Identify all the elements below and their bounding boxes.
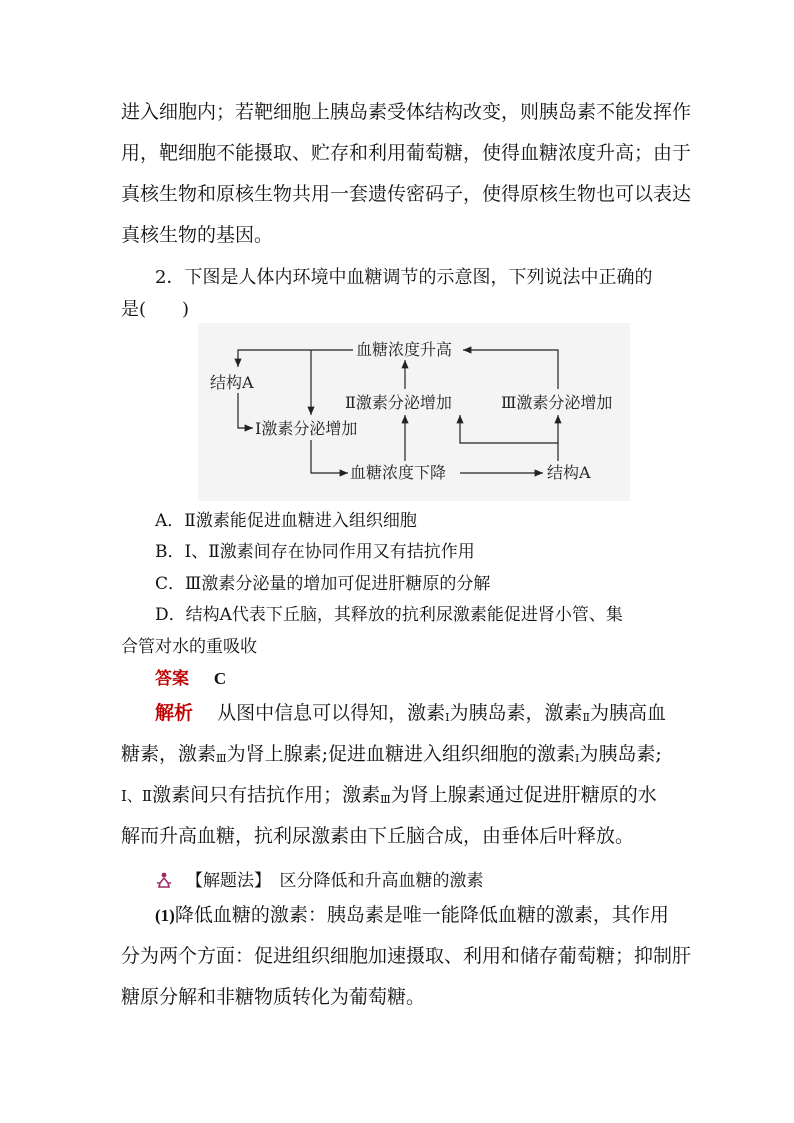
blood-sugar-diagram	[198, 323, 630, 501]
analysis-text: 为胰高血	[589, 702, 666, 724]
tip-p1-text: 降低血糖的激素：胰岛素是唯一能降低血糖的激素，其作用	[174, 904, 669, 926]
label-blood-sugar-rise: 血糖浓度升高	[356, 340, 453, 359]
arrow-h1-to-fall	[311, 440, 348, 473]
label-structure-a-left: 结构A	[210, 373, 254, 392]
analysis-text: 糖素，激素	[121, 743, 217, 765]
label-hormone-3: Ⅲ激素分泌增加	[501, 393, 613, 412]
question-line-1: 2．下图是人体内环境中血糖调节的示意图，下列说法中正确的	[155, 267, 653, 288]
hormone-numeral: Ⅰ、Ⅱ	[121, 787, 153, 805]
analysis-text: 为肾上腺素通过促进肝糖原的水	[390, 784, 657, 806]
label-structure-a-right: 结构A	[547, 463, 591, 482]
analysis-text: 激素间只有拮抗作用；激素	[152, 784, 381, 806]
arrow-h3-to-rise	[463, 350, 558, 389]
label-blood-sugar-fall: 血糖浓度下降	[350, 463, 447, 482]
analysis-text: 为胰岛素，激素	[449, 702, 583, 724]
intro-line-1: 进入细胞内；若靶细胞上胰岛素受体结构改变，则胰岛素不能发挥作	[121, 101, 692, 123]
analysis-text: 从图中信息可以得知，激素	[217, 702, 446, 724]
option-d-line-2: 合管对水的重吸收	[121, 637, 257, 657]
answer-row	[155, 666, 226, 692]
arrow-structa-to-h1	[238, 393, 253, 428]
label-hormone-2: Ⅱ激素分泌增加	[345, 393, 452, 412]
label-hormone-1: Ⅰ激素分泌增加	[255, 419, 358, 438]
hormone-numeral: Ⅲ	[216, 752, 227, 765]
hormone-numeral: Ⅰ	[445, 711, 450, 724]
analysis-line-1	[155, 700, 666, 731]
intro-line-2: 用，靶细胞不能摄取、贮存和利用葡萄糖，使得血糖浓度升高；由于	[121, 142, 692, 164]
hormone-numeral: Ⅰ	[575, 752, 580, 765]
analysis-line-2	[121, 741, 662, 772]
question-line-2: 是( )	[121, 299, 190, 320]
analysis-text: 为肾上腺素;促进血糖进入组织细胞的激素	[226, 743, 576, 765]
tip-title: 【解题法】 区分降低和升高血糖的激素	[186, 871, 484, 891]
hormone-numeral: Ⅲ	[380, 793, 391, 806]
analysis-line-4: 解而升高血糖，抗利尿激素由下丘脑合成，由垂体后叶释放。	[121, 825, 635, 847]
hormone-numeral: Ⅱ	[582, 711, 590, 724]
option-c: C．Ⅲ激素分泌量的增加可促进肝糖原的分解	[155, 574, 491, 594]
arrow-structa-to-h2	[460, 415, 558, 461]
option-b: B．Ⅰ、Ⅱ激素间存在协同作用又有拮抗作用	[155, 542, 475, 562]
intro-line-4: 真核生物的基因。	[121, 224, 274, 246]
meditation-icon	[155, 871, 173, 893]
option-a: A．Ⅱ激素能促进血糖进入组织细胞	[155, 511, 417, 531]
answer-value: C	[213, 669, 227, 688]
tip-p1-number: (1)	[155, 906, 175, 925]
analysis-text: 为胰岛素;	[579, 743, 662, 765]
option-d-line-1: D．结构A代表下丘脑，其释放的抗利尿激素能促进肾小管、集	[155, 605, 623, 625]
arrow-rise-to-structa	[238, 350, 353, 367]
tip-p1-line-2: 分为两个方面：促进组织细胞加速摄取、利用和储存葡萄糖；抑制肝	[121, 945, 692, 967]
answer-label: 答案	[155, 669, 189, 689]
tip-p1-line-1	[155, 902, 669, 929]
intro-line-3: 真核生物和原核生物共用一套遗传密码子，使得原核生物也可以表达	[121, 183, 692, 205]
analysis-label: 解析	[155, 702, 194, 724]
tip-p1-line-3: 糖原分解和非糖物质转化为葡萄糖。	[121, 986, 426, 1008]
analysis-line-3	[121, 782, 657, 813]
